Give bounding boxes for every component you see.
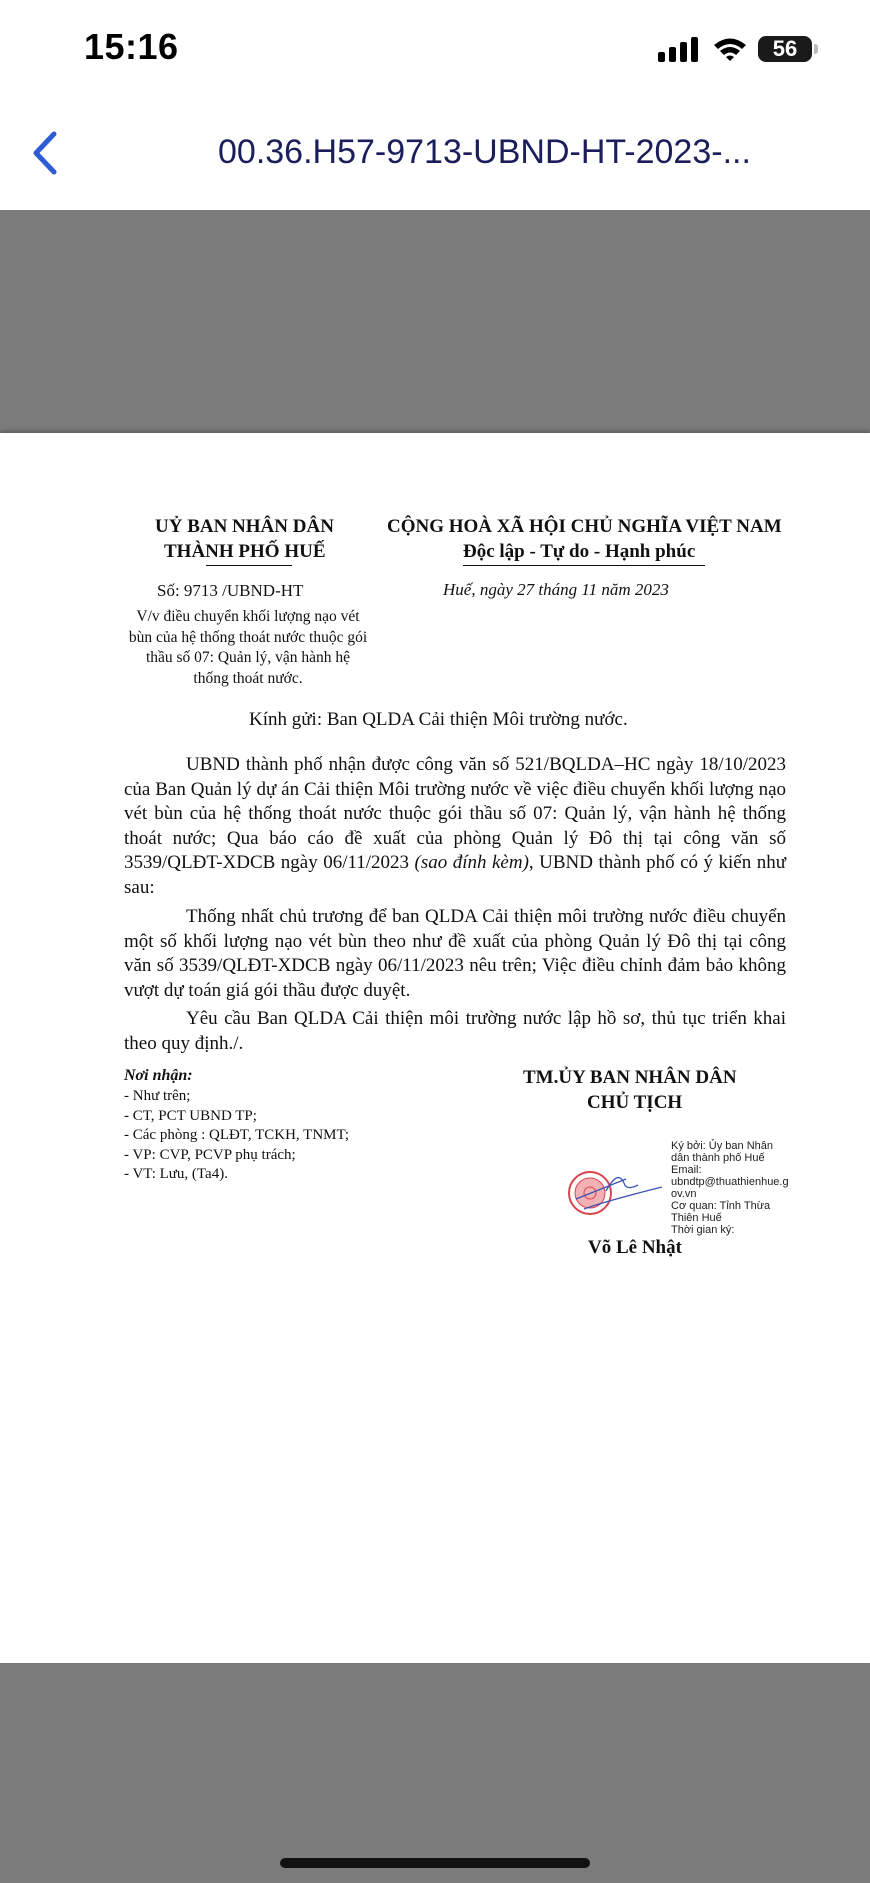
esign-line: Thời gian ký: [671, 1224, 735, 1236]
esign-line: Email: [671, 1164, 702, 1176]
esign-line: ubndtp@thuathienhue.g [671, 1176, 789, 1188]
esign-line: Thiên Huế [671, 1212, 722, 1224]
esign-line: dân thành phố Huế [671, 1152, 765, 1164]
esign-line: Cơ quan: Tỉnh Thừa [671, 1200, 771, 1212]
subject-line: V/v điều chuyển khối lượng nạo vét [136, 608, 360, 625]
back-chevron-icon[interactable] [28, 130, 60, 176]
paragraph-1-text-b: , UBND thành phố có ý kiến như sau: [124, 852, 786, 898]
battery-icon: 56 [758, 36, 812, 62]
recipients-list [124, 1087, 349, 1185]
paragraph-1-text-a: UBND thành phố nhận được công văn số 521/BQLDA–HC ngày 18/10/2023 của Ban Quản lý dự án Cải thiện Môi trường nước về việc điều chuyển khối lượng nạo vét bùn của hệ thống thoát nước thuộc gói thầu số 07: Quản lý, vận hành hệ thống thoát nước; Qua báo cáo đề xuất của phòng Quản lý Đô thị tại công văn số 3539/QLĐT-XDCB ngày 06/11/2023 [124, 754, 786, 873]
signature-title: TM.ỦY BAN NHÂN DÂN [523, 1067, 737, 1088]
place-and-date: Huế, ngày 27 tháng 11 năm 2023 [443, 580, 669, 599]
esign-line: ov.vn [671, 1188, 697, 1200]
addressee: Kính gửi: Ban QLDA Cải thiện Môi trường nước. [249, 709, 628, 730]
org-underline [206, 565, 292, 566]
recipients-title: Nơi nhận: [124, 1067, 193, 1084]
subject-line: thống thoát nước. [193, 669, 303, 687]
subject-block [108, 607, 388, 689]
cellular-signal-icon [658, 36, 700, 62]
nation-line1: CỘNG HOÀ XÃ HỘI CHỦ NGHĨA VIỆT NAM [387, 516, 782, 537]
recipient-item: - CT, PCT UBND TP; [124, 1107, 257, 1124]
document-page [0, 433, 870, 1663]
status-time: 15:16 [84, 26, 179, 67]
recipient-item: - VP: CVP, PCVP phụ trách; [124, 1146, 296, 1163]
document-title: 00.36.H57-9713-UBND-HT-2023-... [218, 133, 751, 171]
paragraph-3: Yêu cầu Ban QLDA Cải thiện môi trường nước lập hồ sơ, thủ tục triển khai theo quy định./. [124, 1008, 786, 1054]
nation-line2: Độc lập - Tự do - Hạnh phúc [463, 541, 696, 562]
document-number: Số: 9713 /UBND-HT [157, 581, 304, 600]
recipient-item: - Các phòng : QLĐT, TCKH, TNMT; [124, 1127, 349, 1143]
recipient-item: - VT: Lưu, (Ta4). [124, 1166, 228, 1182]
paragraph-2: Thống nhất chủ trương để ban QLDA Cải thiện môi trường nước điều chuyển một số khối lượng nạo vét bùn theo như đề xuất của phòng Quản lý Đô thị tại công văn số 3539/QLĐT-XDCB ngày 06/11/2023 nêu trên; Việc điều chỉnh đảm bảo không vượt dự toán giá gói thầu được duyệt. [124, 906, 786, 1001]
paragraph-1-italic: (sao đính kèm) [414, 852, 529, 873]
recipient-item: - Như trên; [124, 1088, 191, 1104]
signer-name: Võ Lê Nhật [588, 1237, 682, 1258]
signature-position: CHỦ TỊCH [587, 1092, 683, 1113]
esign-line: Ký bởi: Ủy ban Nhân [671, 1140, 773, 1152]
org-name-line2: THÀNH PHỐ HUẾ [164, 541, 326, 562]
subject-line: bùn của hệ thống thoát nước thuộc gói [128, 628, 368, 646]
org-name-line1: UỶ BAN NHÂN DÂN [155, 516, 334, 537]
battery-tip [814, 44, 818, 54]
status-bar [0, 0, 870, 100]
subject-line: thầu số 07: Quản lý, vận hành hệ [145, 649, 351, 666]
digital-signature-info [671, 1140, 791, 1236]
paragraph-1 [124, 753, 786, 900]
home-indicator[interactable] [280, 1858, 590, 1868]
nation-underline [463, 565, 705, 566]
official-seal-icon [566, 1163, 666, 1223]
wifi-icon [712, 36, 748, 62]
